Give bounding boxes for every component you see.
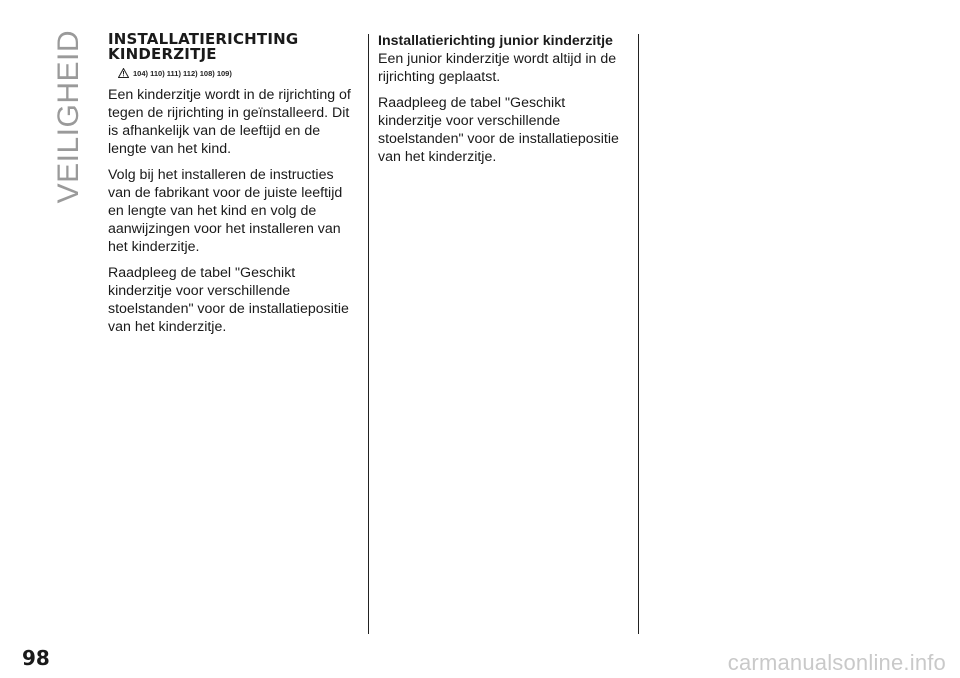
paragraph: Een junior kinderzitje wordt altijd in de rijrichting geplaatst. [378,51,617,85]
warning-triangle-icon [118,68,129,78]
paragraph: Volg bij het installeren de instructies van de fabrikant voor de juiste leeftijd en lengte van het kind en volg de aanwijzingen voor het installeren van het kinderzitje. [108,167,343,255]
section-tab [52,30,92,204]
paragraph: Een kinderzitje wordt in de rijrichting of tegen de rijrichting in geïnstalleerd. Dit is afhankelijk van de leeftijd en de lengte van het kind. [108,87,351,157]
page-number: 98 [22,646,50,670]
warning-references [118,68,356,78]
column-divider [368,34,369,634]
left-column [108,30,356,344]
right-column [378,30,628,174]
watermark: carmanualsonline.info [727,650,946,675]
paragraph: Raadpleeg de tabel "Geschikt kinderzitje voor verschillende stoelstanden" voor de installatiepositie van het kinderzitje. [378,95,619,165]
section-tab-label: VEILIGHEID [52,30,85,204]
column-divider [638,34,639,634]
section-heading: INSTALLATIERICHTING KINDERZITJE [108,30,299,63]
subsection-heading: Installatierichting junior kinderzitje [378,33,613,49]
reference-numbers: 104) 110) 111) 112) 108) 109) [133,68,232,78]
paragraph: Raadpleeg de tabel "Geschikt kinderzitje voor verschillende stoelstanden" voor de installatiepositie van het kinderzitje. [108,265,349,335]
